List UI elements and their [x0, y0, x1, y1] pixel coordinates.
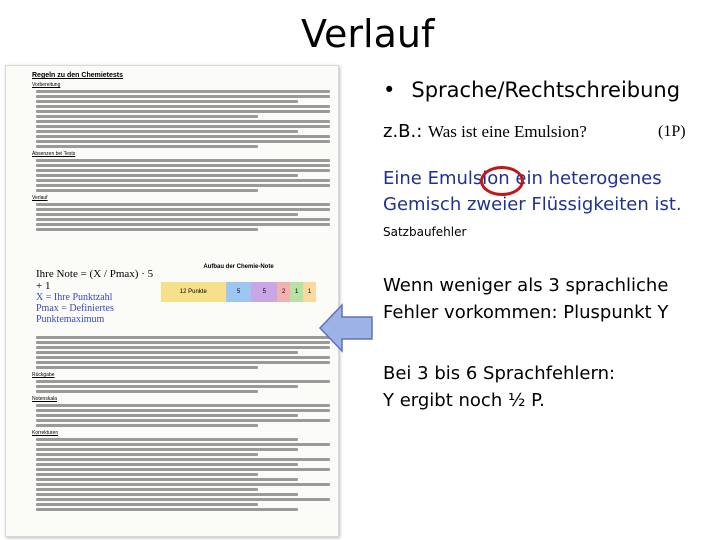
bullet-text: Sprache/Rechtschreibung	[411, 78, 681, 102]
grade-structure-chart	[156, 264, 321, 324]
chart-bars	[161, 282, 316, 302]
bar-segment: 2	[277, 282, 290, 302]
document-section-0: Vorbereitung	[32, 82, 61, 88]
formula-main: Ihre Note = (X / Pmax) · 5 + 1	[36, 268, 154, 292]
answer-line-2: Gemisch zweier Flüssigkeiten ist.	[383, 194, 682, 215]
error-note: Satzbaufehler	[383, 225, 467, 239]
document-section-5: Korrekturen	[32, 430, 59, 436]
bar-segment: 5	[226, 282, 252, 302]
rule-2-line-1: Bei 3 bis 6 Sprachfehlern:	[383, 363, 616, 384]
bullet-dot-icon: •	[383, 78, 396, 102]
main-bullet	[383, 78, 680, 102]
document-section-1: Absenzen bei Tests	[32, 151, 76, 157]
document-heading: Regeln zu den Chemietests	[32, 72, 124, 79]
example-answer	[383, 166, 682, 218]
example-question	[383, 121, 686, 142]
grade-formula	[36, 268, 154, 328]
example-prefix: z.B.:	[383, 121, 423, 142]
rule-1-line-2: Fehler vorkommen: Pluspunkt Y	[383, 302, 669, 323]
chart-title: Aufbau der Chemie-Note	[203, 264, 274, 270]
document-section-4: Notenskala	[32, 396, 58, 402]
example-question-text: Was ist eine Emulsion?	[428, 122, 587, 141]
example-points: (1P)	[658, 123, 686, 140]
document-section-3: Rückgabe	[32, 372, 55, 378]
bar-segment: 12 Punkte	[161, 282, 226, 302]
slide-title: Verlauf	[301, 12, 435, 56]
formula-x: X = Ihre Punktzahl	[36, 292, 113, 303]
rule-2-line-2: Y ergibt noch ½ P.	[383, 390, 545, 411]
bar-segment: 5	[251, 282, 277, 302]
bar-segment: 1	[303, 282, 316, 302]
left-arrow-icon	[318, 303, 374, 353]
error-circle-marker	[480, 166, 524, 196]
document-thumbnail	[5, 65, 339, 537]
document-section-2: Verlauf	[32, 195, 48, 201]
rule-2	[383, 360, 615, 414]
answer-line-1: Eine Emulsion ein heterogenes	[383, 168, 662, 189]
bar-segment: 1	[290, 282, 303, 302]
rule-1	[383, 272, 668, 326]
formula-pmax: Pmax = Definiertes Punktemaximum	[36, 303, 114, 325]
rule-1-line-1: Wenn weniger als 3 sprachliche	[383, 275, 669, 296]
